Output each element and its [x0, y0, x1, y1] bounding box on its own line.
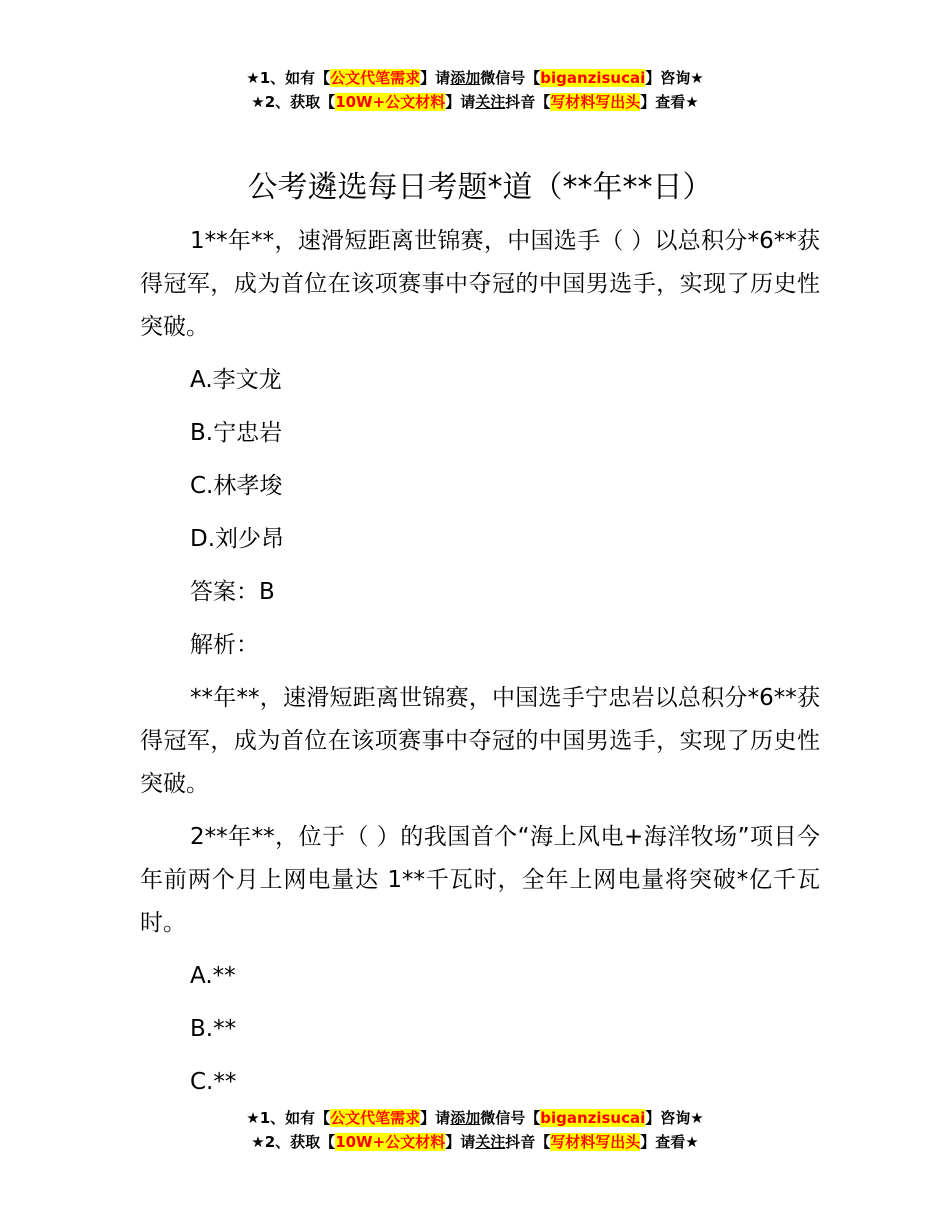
footer-banner	[0, 1106, 950, 1154]
footer-line-2: ★2、获取【10W+公文材料】请关注抖音【写材料写出头】查看★	[251, 1133, 699, 1151]
banner-line-2: ★2、获取【10W+公文材料】请关注抖音【写材料写出头】查看★	[251, 93, 699, 111]
highlight-wechat-id: biganzisucai	[540, 69, 646, 87]
question-1-option-c: C.林孝埈	[190, 473, 283, 499]
footer-highlight-douyin: 写材料写出头	[550, 1133, 641, 1151]
question-1-analysis-label: 解析：	[190, 632, 259, 658]
footer-line-1: ★1、如有【公文代笔需求】请添加微信号【biganzisucai】咨询★	[246, 1109, 704, 1127]
question-1-option-d: D.刘少昂	[190, 526, 285, 552]
highlight-materials: 10W+公文材料	[335, 93, 446, 111]
question-1-option-a: A.李文龙	[190, 367, 282, 393]
document-body	[140, 164, 820, 1114]
page-title: 公考遴选每日考题*道（**年**日）	[247, 170, 713, 205]
question-2-option-b: B.**	[190, 1016, 237, 1042]
header-banner	[0, 66, 950, 114]
banner-line-1: ★1、如有【公文代笔需求】请添加微信号【biganzisucai】咨询★	[246, 69, 704, 87]
question-1-analysis: **年**，速滑短距离世锦赛，中国选手宁忠岩以总积分*6**获得冠军，成为首位在该项赛事中夺冠的中国男选手，实现了历史性突破。	[140, 685, 820, 797]
question-1-answer: 答案：B	[190, 579, 275, 605]
highlight-ghostwriting: 公文代笔需求	[330, 69, 421, 87]
footer-highlight-ghostwriting: 公文代笔需求	[330, 1109, 421, 1127]
question-1-option-b: B.宁忠岩	[190, 420, 283, 446]
question-2-stem: 2**年**，位于（ ）的我国首个“海上风电+海洋牧场”项目今年前两个月上网电量达 1**千瓦时，全年上网电量将突破*亿千瓦时。	[140, 824, 820, 936]
question-2-option-c: C.**	[190, 1069, 237, 1095]
footer-highlight-wechat-id: biganzisucai	[540, 1109, 646, 1127]
footer-highlight-materials: 10W+公文材料	[335, 1133, 446, 1151]
question-2-option-a: A.**	[190, 963, 236, 989]
question-1-stem: 1**年**，速滑短距离世锦赛，中国选手（ ）以总积分*6**获得冠军，成为首位在该项赛事中夺冠的中国男选手，实现了历史性突破。	[140, 228, 820, 340]
highlight-douyin: 写材料写出头	[550, 93, 641, 111]
